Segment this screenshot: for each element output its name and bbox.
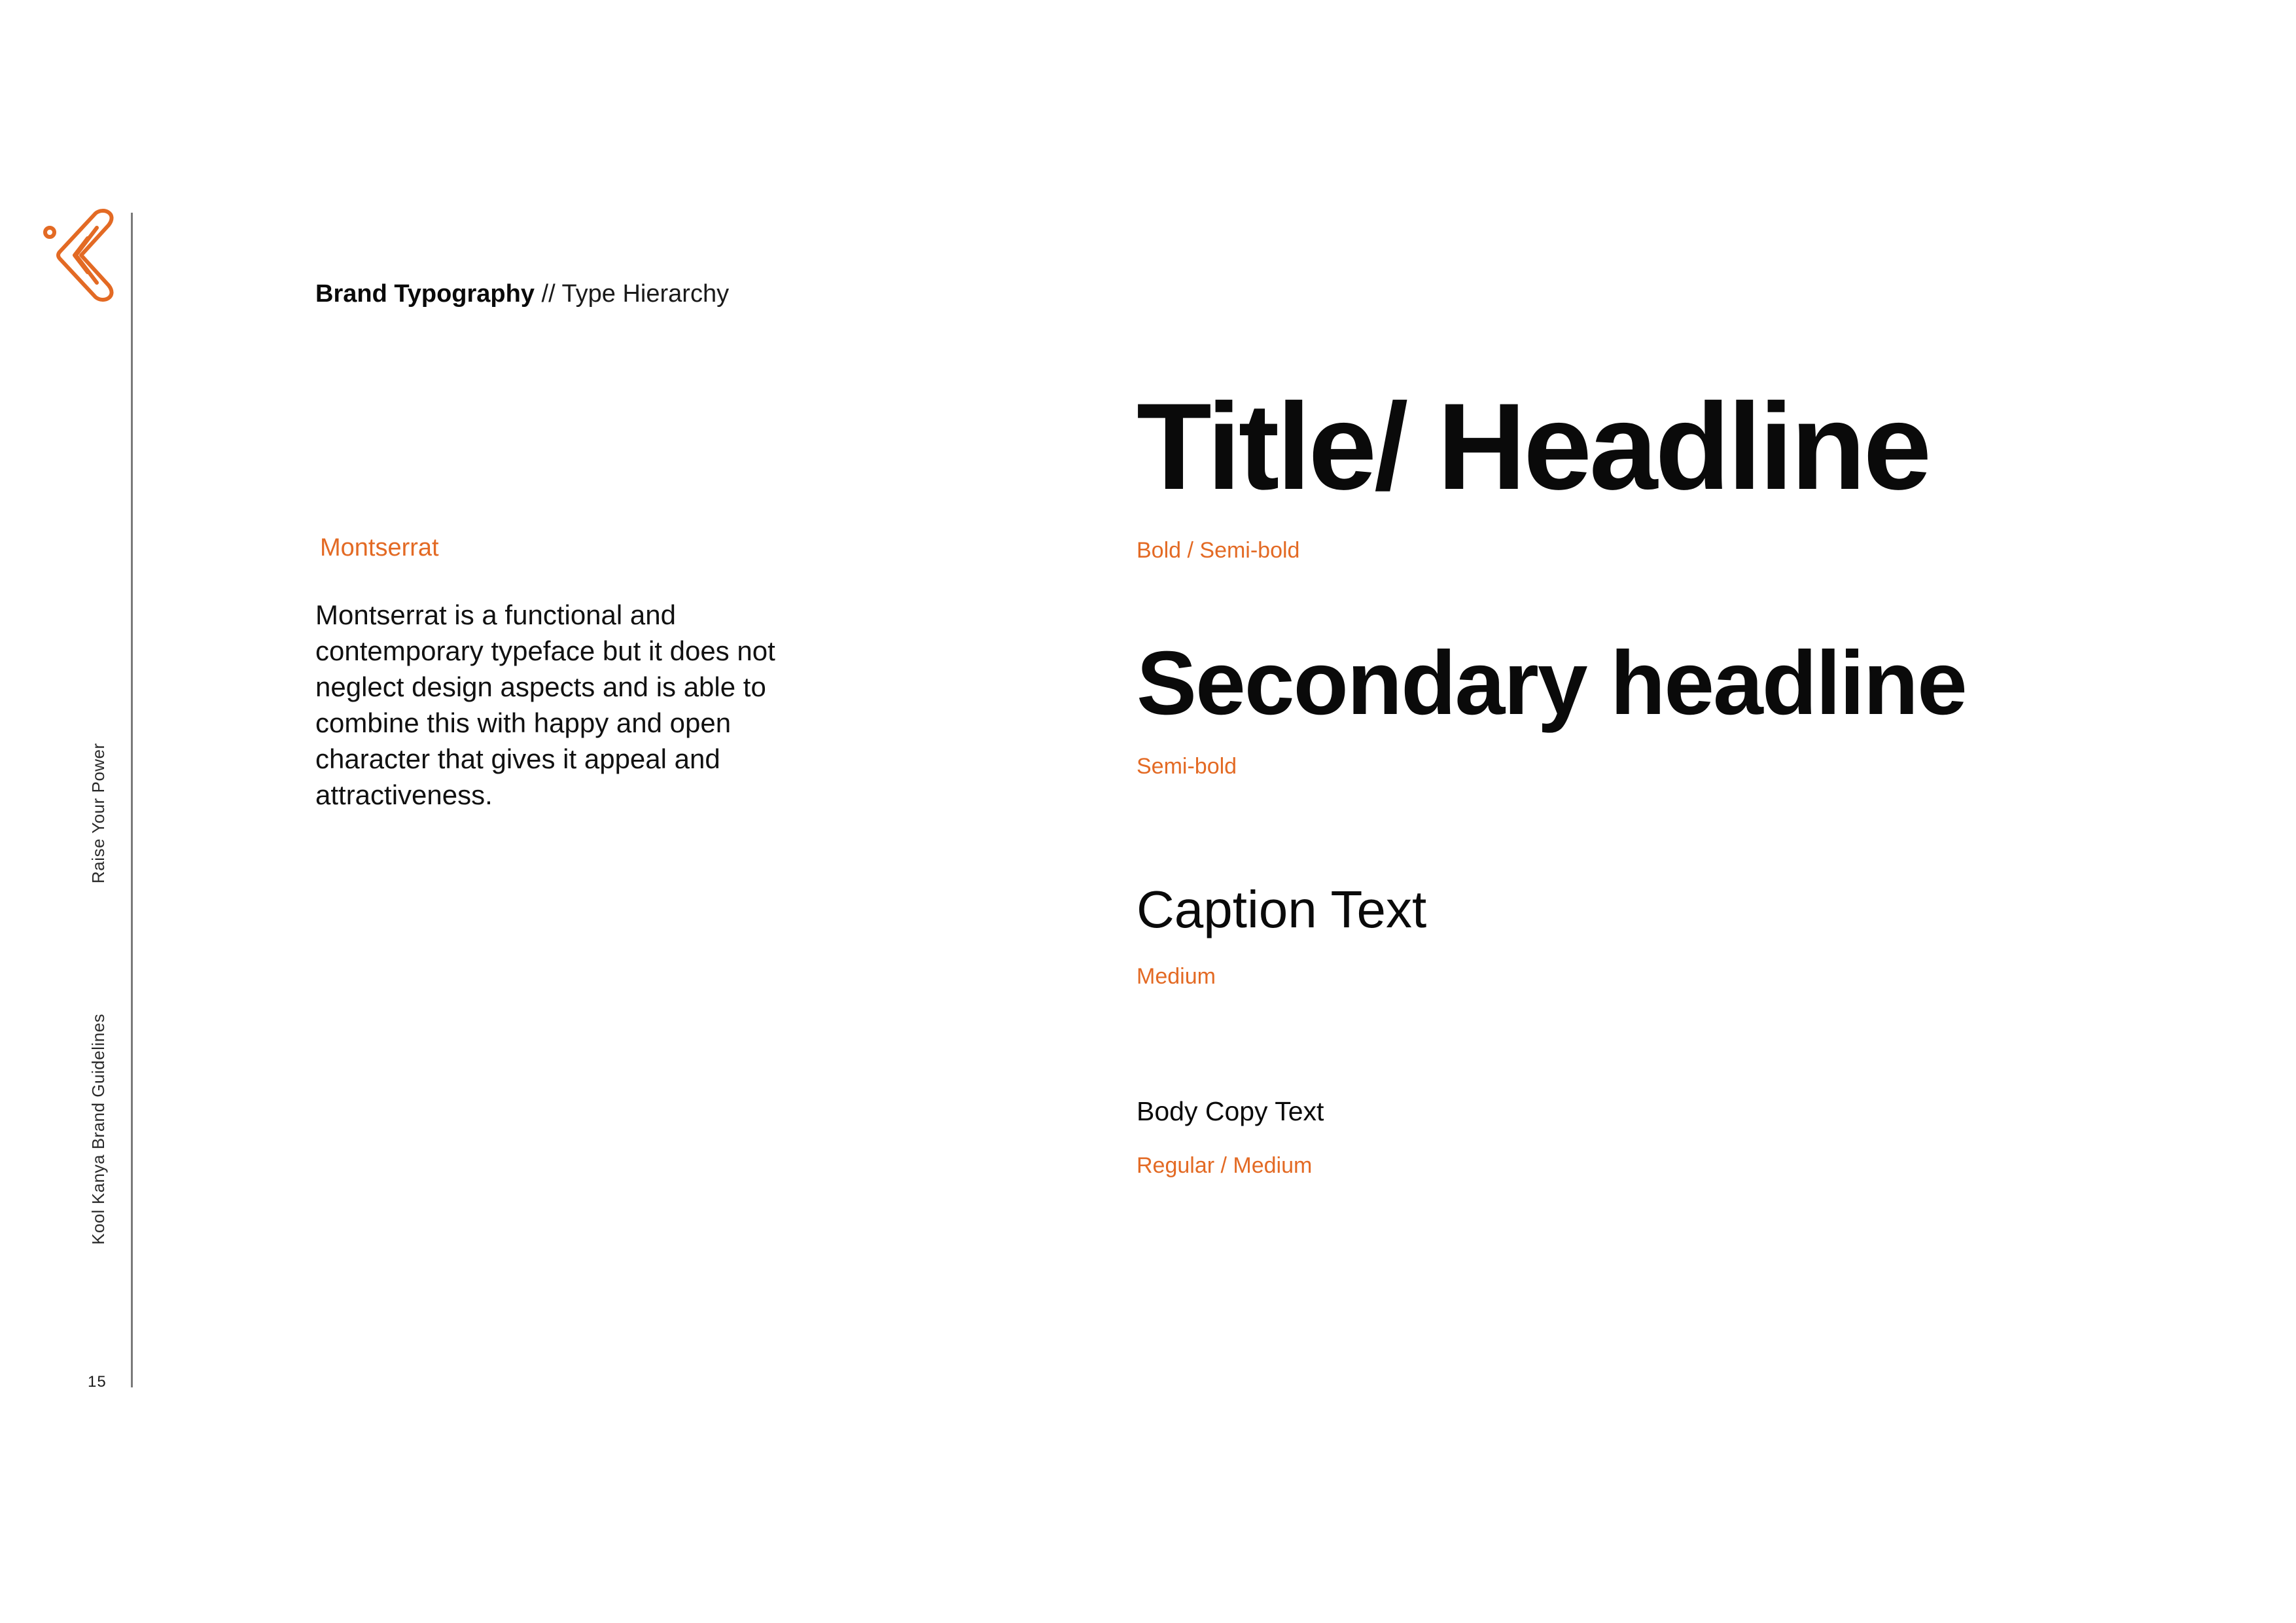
sidebar-tagline: Raise Your Power [88, 743, 108, 883]
title-headline-weights: Bold / Semi-bold [1137, 538, 1300, 563]
breadcrumb [315, 280, 729, 308]
caption-text-sample: Caption Text [1137, 880, 1427, 938]
title-headline-sample: Title/ Headline [1137, 378, 1930, 515]
breadcrumb-subsection: Type Hierarchy [561, 280, 730, 308]
breadcrumb-separator: // [535, 280, 562, 308]
caption-text-weights: Medium [1137, 964, 1216, 989]
secondary-headline-weights: Semi-bold [1137, 754, 1237, 779]
secondary-headline-sample: Secondary headline [1137, 633, 1966, 734]
sidebar-divider [131, 213, 133, 1387]
page-number: 15 [88, 1373, 107, 1391]
sidebar-document-title: Kool Kanya Brand Guidelines [88, 1013, 108, 1245]
typeface-description: Montserrat is a functional and contemporary typeface but it does not neglect design aspects and is able to combine this with happy and open character that gives it appeal and attractiveness. [315, 599, 775, 810]
body-copy-sample: Body Copy Text [1137, 1096, 1324, 1126]
breadcrumb-section: Brand Typography [315, 280, 535, 308]
body-copy-weights: Regular / Medium [1137, 1153, 1313, 1178]
typeface-name: Montserrat [320, 534, 439, 562]
kool-kanya-logo-icon [38, 208, 116, 306]
